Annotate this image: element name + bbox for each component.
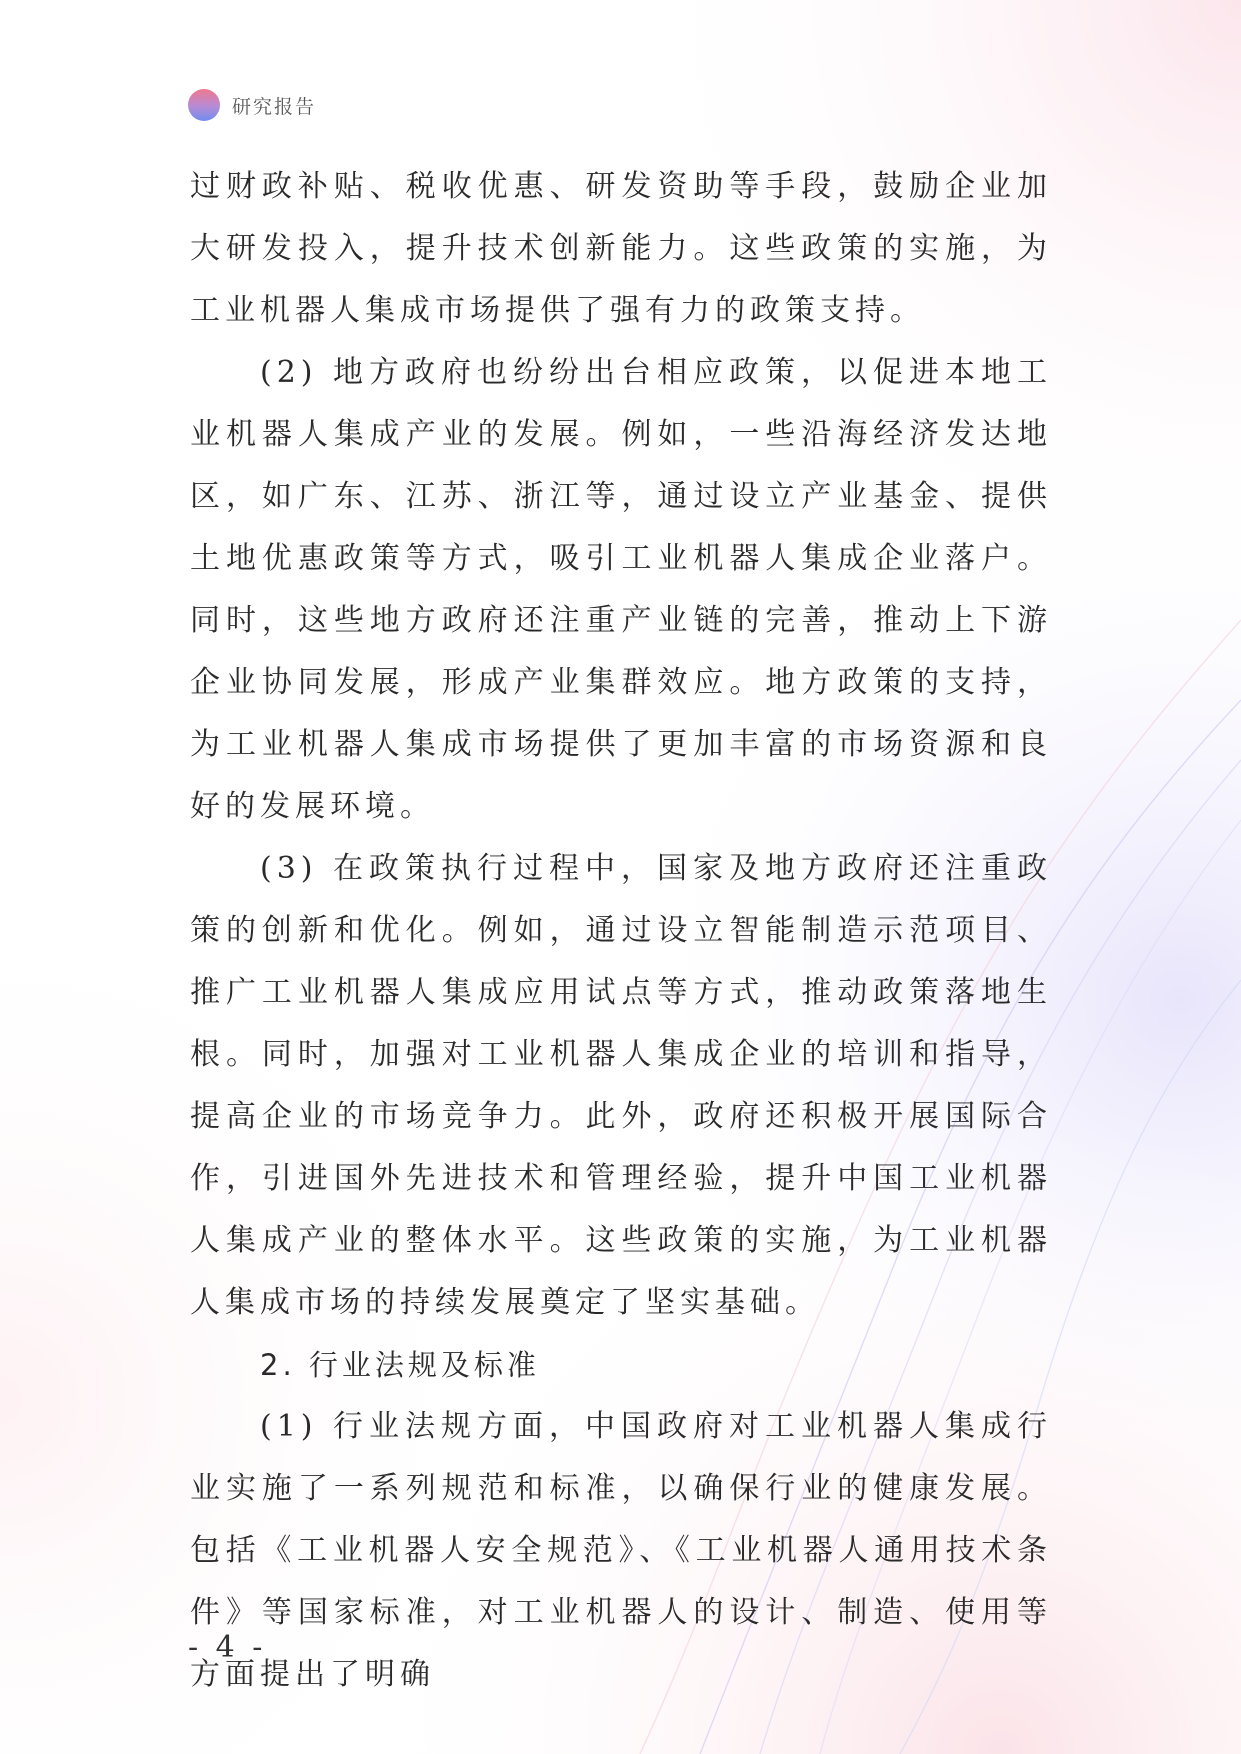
section-heading: 2. 行业法规及标准 xyxy=(260,1348,540,1382)
paragraph-continued: 过财政补贴、税收优惠、研发资助等手段，鼓励企业加大研发投入，提升技术创新能力。这些政策的实施，为工业机器人集成市场提供了强有力的政策支持。 xyxy=(190,169,1052,328)
paragraph-3: (3) 在政策执行过程中，国家及地方政府还注重政策的创新和优化。例如，通过设立智能制造示范项目、推广工业机器人集成应用试点等方式，推动政策落地生根。同时，加强对工业机器人集成企业的培训和指导，提高企业的市场竞争力。此外，政府还积极开展国际合作，引进国外先进技术和管理经验，提升中国工业机器人集成产业的整体水平。这些政策的实施，为工业机器人集成市场的持续发展奠定了坚实基础。 xyxy=(190,851,1052,1320)
report-header xyxy=(188,88,316,122)
logo-circle-icon xyxy=(188,89,220,121)
document-body xyxy=(190,156,1052,1706)
paragraph-2: (2) 地方政府也纷纷出台相应政策，以促进本地工业机器人集成产业的发展。例如，一些沿海经济发达地区，如广东、江苏、浙江等，通过设立产业基金、提供土地优惠政策等方式，吸引工业机器人集成企业落户。同时，这些地方政府还注重产业链的完善，推动上下游企业协同发展，形成产业集群效应。地方政策的支持，为工业机器人集成市场提供了更加丰富的市场资源和良好的发展环境。 xyxy=(190,355,1052,824)
page-number: - 4 - xyxy=(188,1630,267,1665)
paragraph-4: (1) 行业法规方面，中国政府对工业机器人集成行业实施了一系列规范和标准，以确保行业的健康发展。包括《工业机器人安全规范》、《工业机器人通用技术条件》等国家标准，对工业机器人的设计、制造、使用等方面提出了明确 xyxy=(190,1409,1052,1692)
header-title: 研究报告 xyxy=(232,95,317,118)
